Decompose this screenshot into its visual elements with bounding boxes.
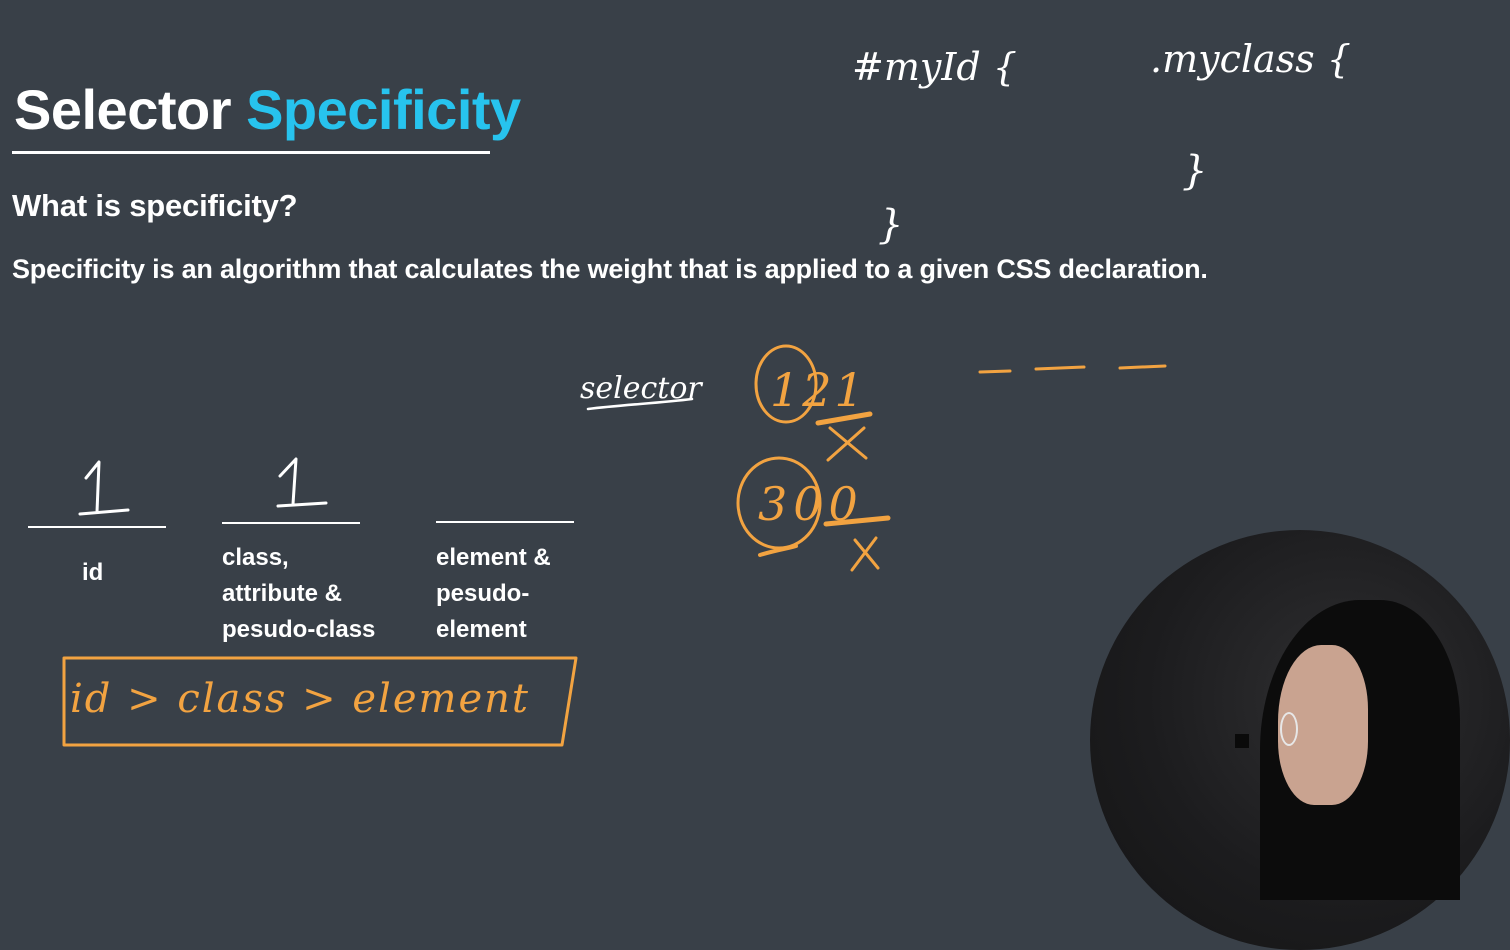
element-column-label-line: element &: [436, 544, 551, 571]
subheading: What is specificity?: [12, 188, 298, 223]
rule-box-border: [64, 658, 576, 745]
background-object: [1235, 734, 1249, 748]
id-column-label: [82, 555, 103, 591]
handwritten-myid-open: #myId {: [852, 45, 1017, 89]
handwritten-column-values: [80, 459, 326, 514]
score-row-1-circle: [756, 346, 816, 422]
score-row-1-cross: [828, 428, 866, 460]
presenter-webcam: [1090, 530, 1510, 950]
class-column-label-line: class,: [222, 544, 289, 571]
score-row-1-digits: 121: [770, 363, 867, 417]
class-column-label-line: pesudo-class: [222, 616, 376, 643]
handwritten-myid-rule: [852, 45, 1017, 248]
score-row-1: [756, 346, 870, 460]
handwritten-myclass-open: .myclass {: [1150, 37, 1351, 81]
id-column-label-line: id: [82, 559, 104, 586]
id-column-line: [28, 526, 166, 528]
handwritten-selector: [580, 371, 703, 409]
id-column-value: [80, 462, 128, 514]
rule-box-text: id > class > element: [70, 676, 530, 722]
score-row-2: [738, 458, 888, 570]
element-column-label-line: element: [436, 616, 527, 643]
score-row-2-digits: 300: [758, 477, 864, 531]
element-column-label-line: pesudo-: [436, 580, 530, 607]
title-underline: [12, 151, 490, 154]
score-row-2-cross: [852, 538, 878, 570]
element-column-line: [436, 521, 574, 523]
dash: [1036, 367, 1084, 369]
handwritten-selector-word: selector: [580, 371, 702, 406]
handwritten-myclass-rule: [1150, 37, 1351, 194]
score-row-2-circle: [738, 458, 820, 548]
selector-underline: [588, 399, 692, 409]
class-column-line: [222, 522, 360, 524]
class-column-value: [278, 459, 326, 506]
score-row-1-underline: [818, 414, 870, 423]
class-column-label: [222, 540, 375, 648]
dash: [980, 371, 1010, 372]
slide-title: [14, 78, 521, 141]
description-text: Specificity is an algorithm that calculates the weight that is applied to a given CSS declaration.: [12, 254, 1208, 284]
rule-box: [64, 658, 576, 745]
class-column-label-line: attribute &: [222, 580, 342, 607]
title-word-selector: Selector: [14, 78, 231, 141]
title-word-specificity: Specificity: [246, 78, 521, 141]
handwritten-myid-close: }: [878, 202, 904, 248]
dash: [1120, 366, 1165, 368]
score-row-2-tick: [760, 546, 796, 555]
handwritten-myclass-close: }: [1182, 148, 1208, 194]
score-row-2-underline: [826, 518, 888, 524]
presenter-earring: [1280, 712, 1298, 746]
placeholder-dashes: [980, 366, 1165, 372]
element-column-label: [436, 540, 551, 648]
